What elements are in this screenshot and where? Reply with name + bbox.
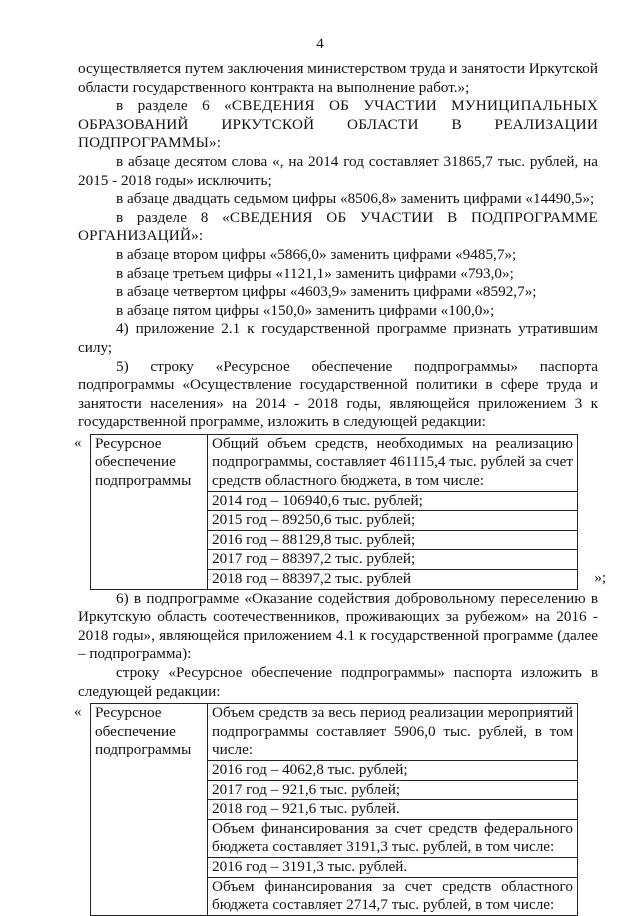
year-line: 2018 год – 88397,2 тыс. рублей: [208, 569, 577, 589]
paragraph: в абзаце третьем цифры «1121,1» заменить цифрами «793,0»;: [116, 264, 514, 282]
table-label-cell: Ресурсное обеспечение подпрограммы: [91, 704, 208, 916]
paragraph-section-8-heading: в разделе 8 «СВЕДЕНИЯ ОБ УЧАСТИИ В ПОДПРОГРАММЕ ОРГАНИЗАЦИЙ»:: [78, 208, 598, 245]
table-row-text: 2017 год – 921,6 тыс. рублей;: [208, 780, 577, 800]
table-label-cell: Ресурсное обеспечение подпрограммы: [91, 434, 208, 589]
paragraph: 5) строку «Ресурсное обеспечение подпрограммы» паспорта подпрограммы «Осуществление государственной политики в сфере труда и занятости населения» на 2014 - 2018 годы, являющейся приложением 3 к государственной программе, изложить в следующей редакции:: [78, 357, 598, 431]
table-row-text: Объем средств за весь период реализации мероприятий подпрограммы составляет 5906,0 тыс. рублей, в том числе:: [212, 704, 573, 759]
table-row-text: Объем финансирования за счет средств областного бюджета составляет 2714,7 тыс. рублей, в том числе:: [208, 877, 577, 915]
table-row: [91, 704, 578, 916]
table-row-text: 2016 год – 3191,3 тыс. рублей.: [208, 857, 577, 877]
paragraph: осуществляется путем заключения министерством труда и занятости Иркутской области государственного контракта на выполнение работ.»;: [78, 60, 598, 96]
paragraph-section-6-heading: в разделе 6 «СВЕДЕНИЯ ОБ УЧАСТИИ МУНИЦИПАЛЬНЫХ ОБРАЗОВАНИЙ ИРКУТСКОЙ ОБЛАСТИ В РЕАЛИЗАЦИИ ПОДПРОГРАММЫ»:: [78, 97, 598, 152]
paragraph: в абзаце десятом слова «, на 2014 год составляет 31865,7 тыс. рублей, на 2015 - 2018 годы» исключить;: [78, 152, 598, 189]
table-row-text: 2018 год – 921,6 тыс. рублей.: [208, 799, 577, 819]
open-quote: «: [74, 434, 82, 451]
page-number: 4: [316, 36, 324, 52]
table-row-text: Объем финансирования за счет средств федерального бюджета составляет 3191,3 тыс. рублей, в том числе:: [208, 819, 577, 857]
table-1: [90, 434, 578, 590]
paragraph: 4) приложение 2.1 к государственной программе признать утратившим силу;: [78, 320, 598, 356]
table-row-text: 2016 год – 4062,8 тыс. рублей;: [208, 760, 577, 780]
document-body: [74, 60, 606, 916]
paragraph: в абзаце четвертом цифры «4603,9» заменить цифрами «8592,7»;: [116, 283, 537, 301]
year-line: 2017 год – 88397,2 тыс. рублей;: [208, 549, 577, 569]
table-intro: Общий объем средств, необходимых на реализацию подпрограммы, составляет 461115,4 тыс. рублей за счет средств областного бюджета, в том числе:: [212, 434, 573, 490]
paragraph: в абзаце пятом цифры «150,0» заменить цифрами «100,0»;: [116, 301, 495, 319]
year-line: 2015 год – 89250,6 тыс. рублей;: [208, 510, 577, 530]
open-quote: «: [74, 704, 82, 721]
table-content-cell: [208, 704, 578, 916]
table-2: [90, 703, 578, 916]
table-row: [91, 434, 578, 589]
paragraph: 6) в подпрограмме «Оказание содействия добровольному переселению в Иркутскую область соотечественников, проживающих за рубежом» на 2016 - 2018 годы», являющейся приложением 4.1 к государственной программе (далее – подпрограмма):: [78, 589, 598, 663]
paragraph: в абзаце втором цифры «5866,0» заменить цифрами «9485,7»;: [116, 245, 517, 263]
table-content-cell: [208, 434, 578, 589]
close-quote: »;: [594, 570, 606, 587]
resource-table-1: [74, 434, 606, 590]
year-line: 2014 год – 106940,6 тыс. рублей;: [208, 491, 577, 511]
paragraph: строку «Ресурсное обеспечение подпрограммы» паспорта изложить в следующей редакции:: [78, 664, 598, 700]
year-line: 2016 год – 88129,8 тыс. рублей;: [208, 530, 577, 550]
resource-table-2: [74, 703, 598, 916]
paragraph: в абзаце двадцать седьмом цифры «8506,8» заменить цифрами «14490,5»;: [116, 190, 595, 208]
